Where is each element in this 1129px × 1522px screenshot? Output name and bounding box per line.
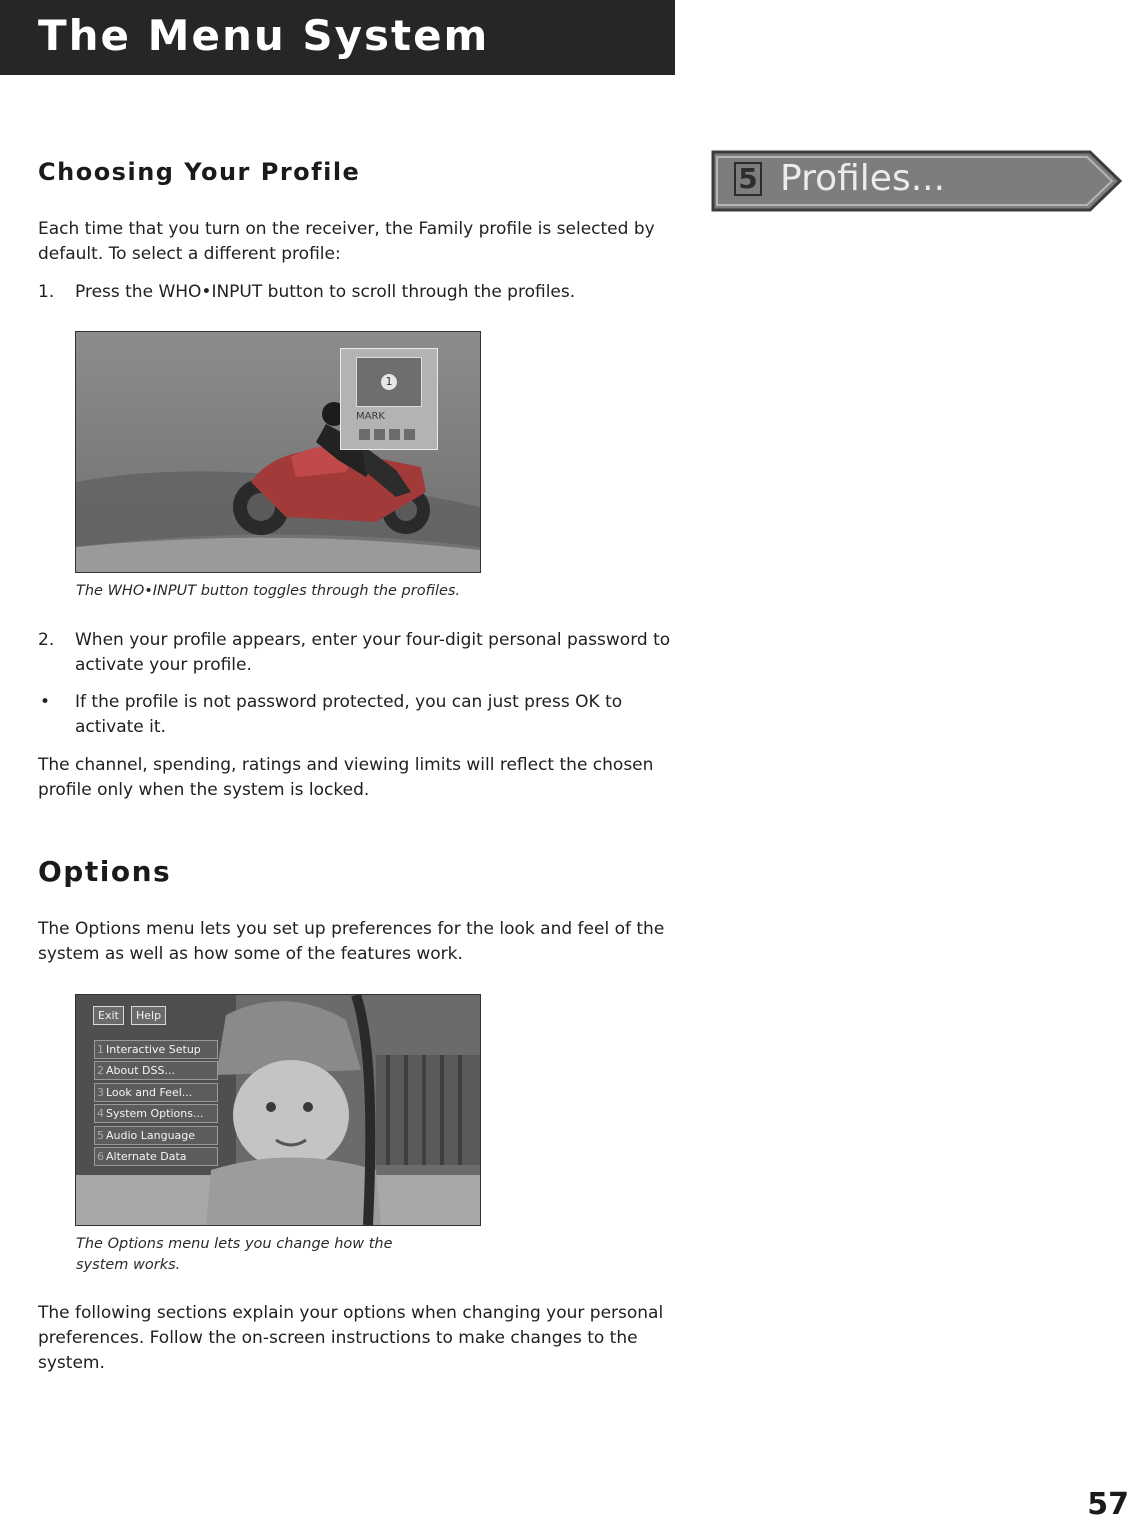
- profiles-menu-banner: [710, 148, 1124, 214]
- password-box: [359, 429, 370, 440]
- section-heading-options: Options: [38, 855, 172, 888]
- menu-item-label: About DSS...: [106, 1064, 175, 1077]
- menu-item-look-and-feel[interactable]: [94, 1083, 218, 1102]
- options-caption-line-1: The Options menu lets you change how the: [76, 1236, 393, 1252]
- menu-item-number: 6: [97, 1150, 104, 1163]
- menu-item-number: 4: [97, 1107, 104, 1120]
- page-number: 57: [1087, 1487, 1129, 1522]
- section-heading-profile: Choosing Your Profile: [38, 158, 361, 186]
- menu-item-number: 2: [97, 1064, 104, 1077]
- menu-item-number: 3: [97, 1086, 104, 1099]
- banner-number: 5: [734, 162, 762, 196]
- bullet-item: [38, 690, 678, 740]
- menu-item-number: 5: [97, 1129, 104, 1142]
- step-2-text: When your profile appears, enter your four-digit personal password to activate your profile.: [75, 630, 671, 675]
- profile-overlay: [340, 348, 438, 450]
- password-box: [374, 429, 385, 440]
- help-button[interactable]: Help: [131, 1006, 166, 1025]
- menu-item-alternate-data[interactable]: [94, 1147, 218, 1166]
- menu-item-label: System Options...: [106, 1107, 204, 1120]
- menu-item-system-options[interactable]: [94, 1104, 218, 1123]
- menu-item-label: Interactive Setup: [106, 1043, 201, 1056]
- password-box: [404, 429, 415, 440]
- profile-badge: 1: [381, 374, 397, 390]
- menu-item-number: 1: [97, 1043, 104, 1056]
- profile-picture: [356, 357, 422, 407]
- bullet-text: If the profile is not password protected, you can just press OK to activate it.: [75, 692, 623, 737]
- step-1-number: 1.: [38, 282, 55, 302]
- exit-button[interactable]: Exit: [93, 1006, 124, 1025]
- options-figure-caption: [76, 1234, 393, 1276]
- options-screenshot: [75, 994, 481, 1226]
- banner-label: Profiles...: [780, 158, 946, 199]
- step-2-number: 2.: [38, 630, 55, 650]
- options-intro-paragraph: The Options menu lets you set up preferences for the look and feel of the system as well as how some of the features work.: [38, 919, 665, 964]
- options-caption-line-2: system works.: [76, 1257, 181, 1273]
- profile-intro-paragraph: Each time that you turn on the receiver, the Family profile is selected by default. To select a different profile:: [38, 219, 655, 264]
- page-title: The Menu System: [38, 11, 490, 60]
- menu-item-label: Audio Language: [106, 1129, 196, 1142]
- menu-item-label: Look and Feel...: [106, 1086, 193, 1099]
- menu-item-label: Alternate Data: [106, 1150, 187, 1163]
- bullet-marker: •: [40, 692, 51, 712]
- step-2: [38, 628, 678, 678]
- profile-name: MARK: [356, 411, 385, 422]
- password-box: [389, 429, 400, 440]
- profile-closing-paragraph: The channel, spending, ratings and viewing limits will reflect the chosen profile only when the system is locked.: [38, 755, 654, 800]
- header-bar: [0, 0, 675, 75]
- profile-figure-caption: The WHO•INPUT button toggles through the profiles.: [76, 583, 461, 599]
- menu-item-audio-language[interactable]: [94, 1126, 218, 1145]
- menu-item-interactive-setup[interactable]: [94, 1040, 218, 1059]
- menu-item-about-dss[interactable]: [94, 1061, 218, 1080]
- options-closing-paragraph: The following sections explain your options when changing your personal preferences. Follow the on-screen instructions to make changes to the system.: [38, 1303, 664, 1373]
- step-1-text: Press the WHO•INPUT button to scroll through the profiles.: [75, 282, 576, 302]
- profile-screenshot: [75, 331, 481, 573]
